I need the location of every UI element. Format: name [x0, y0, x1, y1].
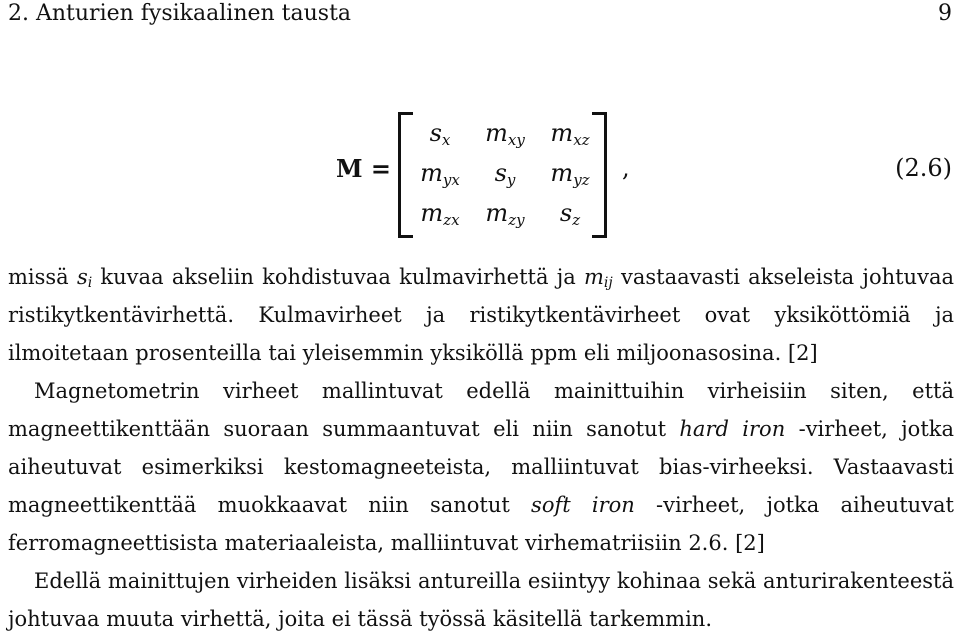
matrix-cell: $m_{zy}$	[485, 199, 525, 229]
matrix	[410, 118, 600, 228]
matrix-cell: $m_{xy}$	[485, 119, 525, 149]
matrix-cell: $s_y$	[494, 159, 516, 189]
right-bracket	[592, 112, 607, 238]
matrix-cell: $s_x$	[429, 119, 451, 149]
matrix-cell: $m_{zx}$	[420, 199, 460, 229]
matrix-cell: $m_{xz}$	[550, 119, 590, 149]
equation-lhs: M =	[336, 154, 392, 183]
equation-comma: ,	[622, 154, 630, 182]
body-text	[8, 258, 954, 638]
paragraph-3: Edellä mainittujen virheiden lisäksi antureilla esiintyy kohinaa sekä anturirakenteestä johtuvaa muuta virhettä, joita ei tässä työssä käsitellä tarkemmin.	[8, 569, 954, 631]
paragraph-2: Magnetometrin virheet mallintuvat edellä mainittuihin virheisiin siten, että magneettikenttään suoraan summaantuvat eli niin sanotut hard iron -virheet, jotka aiheutuvat esimerkiksi kestomagneeteista, malliintuvat bias-virheeksi. Vastaavasti magneettikenttää muokkaavat niin sanotut soft iron -virheet, jotka aiheutuvat ferromagneettisista materiaaleista, malliintuvat virhematriisiin 2.6. [2]	[8, 379, 955, 555]
paragraph-1: missä $s_i$ kuvaa akseliin kohdistuvaa kulmavirhettä ja $m_{ij}$ vastaavasti akseleista johtuvaa ristikytkentävirhettä. Kulmavirheet ja ristikytkentävirheet ovat yksiköttömiä ja ilmoitetaan prosenteilla tai yleisemmin yksiköllä ppm eli miljoonasosina. [2]	[8, 265, 954, 365]
equation-number: (2.6)	[895, 154, 952, 182]
matrix-cell: $m_{yz}$	[550, 159, 590, 189]
section-title: 2. Anturien fysikaalinen tausta	[8, 1, 352, 26]
page-header	[8, 0, 952, 34]
matrix-cell: $s_z$	[559, 199, 581, 229]
equation-2-6	[0, 100, 960, 260]
page-number: 9	[938, 1, 952, 26]
matrix-cell: $m_{yx}$	[420, 159, 460, 189]
